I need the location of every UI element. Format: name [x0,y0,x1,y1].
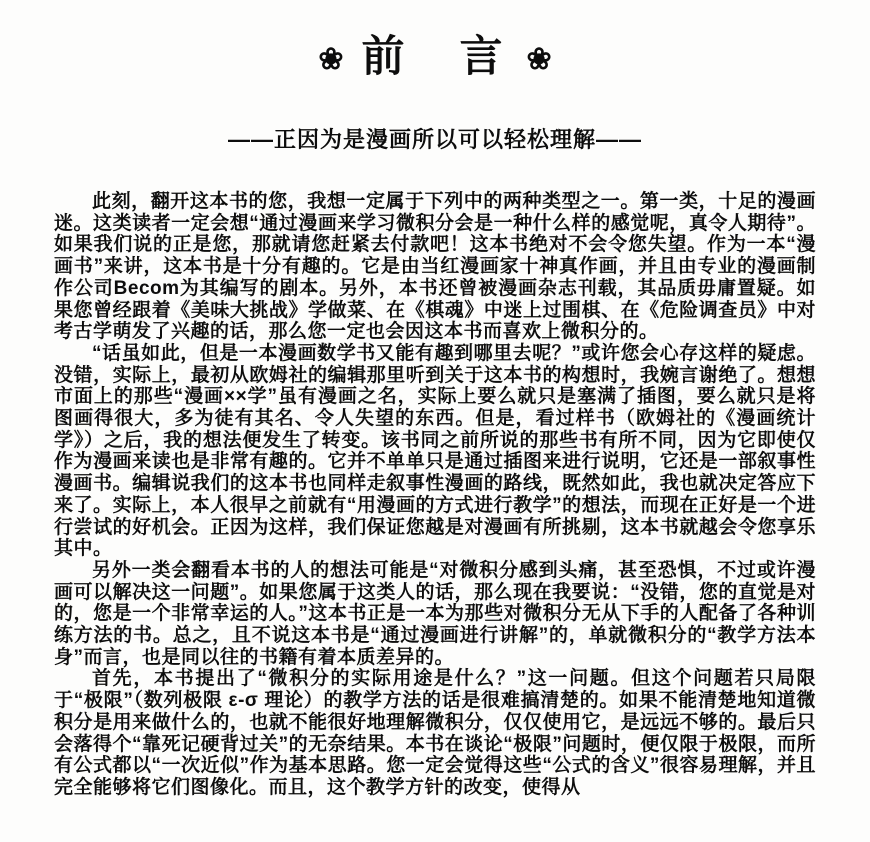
florette-icon: ❀ [318,42,344,76]
florette-icon: ❀ [526,42,552,76]
paragraph: 此刻，翻开这本书的您，我想一定属于下列中的两种类型之一。第一类，十足的漫画迷。这类读者一定会想“通过漫画来学习微积分会是一种什么样的感觉呢，真令人期待”。如果我们说的正是您，那就请您赶紧去付款吧！这本书绝对不会令您失望。作为一本“漫画书”来讲，这本书是十分有趣的。它是由当红漫画家十神真作画，并且由专业的漫画制作公司Becom为其编写的剧本。另外，本书还曾被漫画杂志刊载，其品质毋庸置疑。如果您曾经跟着《美味大挑战》学做菜、在《棋魂》中迷上过围棋、在《危险调查员》中对考古学萌发了兴趣的话，那么您一定也会因这本书而喜欢上微积分的。 [54,191,816,343]
page-subtitle: ——正因为是漫画所以可以轻松理解—— [227,127,642,152]
body-text [54,191,816,799]
page-title [0,0,870,79]
paragraph: “话虽如此，但是一本漫画数学书又能有趣到哪里去呢？”或许您会心存这样的疑虑。没错，实际上，最初从欧姆社的编辑那里听到关于这本书的构想时，我婉言谢绝了。想想市面上的那些“漫画××学”虽有漫画之名，实际上要么就只是塞满了插图，要么就只是将图画得很大，多为徒有其名、令人失望的东西。但是，看过样书（欧姆社的《漫画统计学》）之后，我的想法便发生了转变。该书同之前所说的那些书有所不同，因为它即使仅作为漫画来读也是非常有趣的。它并不单单只是通过插图来进行说明，它还是一部叙事性漫画书。编辑说我们的这本书也同样走叙事性漫画的路线，既然如此，我也就决定答应下来了。实际上，本人很早之前就有“用漫画的方式进行教学”的想法，而现在正好是一个进行尝试的好机会。正因为这样，我们保证您越是对漫画有所挑剔，这本书就越会令您享乐其中。 [54,342,816,560]
paragraph: 另外一类会翻看本书的人的想法可能是“对微积分感到头痛，甚至恐惧，不过或许漫画可以解决这一问题”。如果您属于这类人的话，那么现在我要说：“没错，您的直觉是对的，您是一个非常幸运的人。”这本书正是一本为那些对微积分无从下手的人配备了各种训练方法的书。总之，且不说这本书是“通过漫画进行讲解”的，单就微积分的“教学方法本身”而言，也是同以往的书籍有着本质差异的。 [54,559,816,668]
page-title-text: 前 言 [361,33,509,81]
paragraph: 首先，本书提出了“微积分的实际用途是什么？”这一问题。但这个问题若只局限于“极限”（数列极限 ε-σ 理论）的教学方法的话是很难搞清楚的。如果不能清楚地知道微积分是用来做什么的，也就不能很好地理解微积分，仅仅使用它，是远远不够的。最后只会落得个“靠死记硬背过关”的无奈结果。本书在谈论“极限”问题时，便仅限于极限，而所有公式都以“一次近似”作为基本思路。您一定会觉得这些“公式的含义”很容易理解，并且完全能够将它们图像化。而且，这个教学方针的改变，使得从 [54,668,816,798]
